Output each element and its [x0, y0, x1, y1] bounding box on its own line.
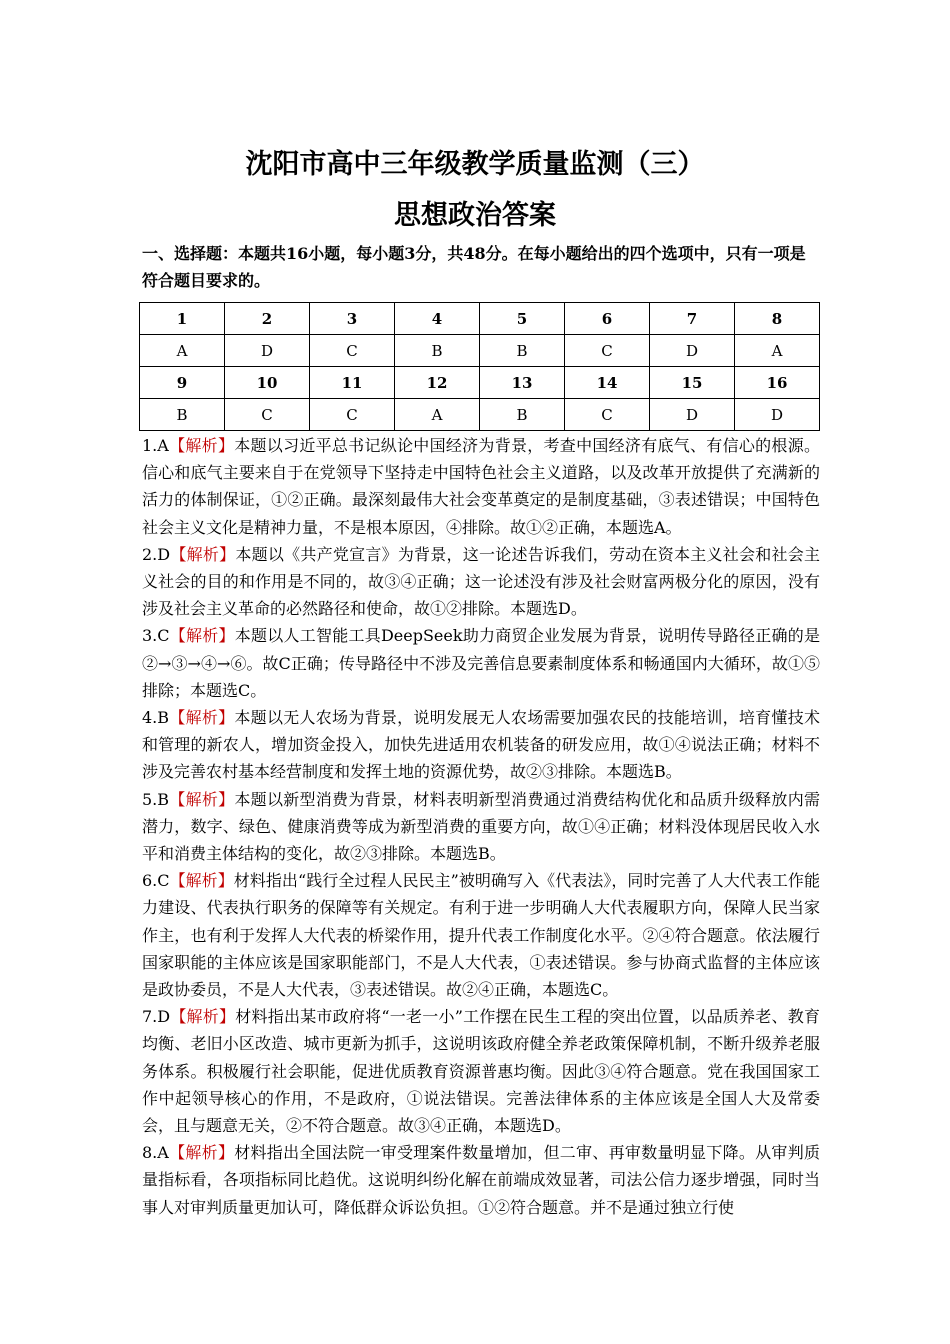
analysis-tag: 【解析】 — [169, 789, 235, 809]
answer-table — [139, 302, 820, 431]
analysis-tag: 【解析】 — [169, 708, 235, 728]
question-number-cell: 8 — [735, 303, 820, 335]
question-number-cell: 5 — [480, 303, 565, 335]
question-number-cell: 11 — [310, 367, 395, 399]
section-intro: 一、选择题：本题共16小题，每小题3分，共48分。在每小题给出的四个选项中，只有一项是符合题目要求的。 — [142, 244, 806, 290]
explanation-text: 本题以无人农场为背景，说明发展无人农场需要加强农民的技能培训，培育懂技术和管理的新农人，增加资金投入，加快先进适用农机装备的研发应用，故①④说法正确；材料不涉及完善农村基本经营制度和发挥土地的资源优势，故②③排除。本题选B。 — [142, 708, 820, 782]
question-number-cell: 15 — [650, 367, 735, 399]
answer-cell: D — [225, 335, 310, 367]
explanation-item — [142, 786, 820, 868]
document-title: 沈阳市高中三年级教学质量监测（三） — [245, 149, 705, 180]
question-number-cell: 13 — [480, 367, 565, 399]
explanation-item — [142, 622, 820, 704]
answer-cell: A — [735, 335, 820, 367]
answer-cell: B — [480, 335, 565, 367]
explanation-prefix: 6.C — [142, 871, 170, 891]
question-number-cell: 7 — [650, 303, 735, 335]
answer-cell: A — [140, 335, 225, 367]
question-number-cell: 10 — [225, 367, 310, 399]
answer-cell: A — [395, 399, 480, 431]
explanation-text: 本题以新型消费为背景，材料表明新型消费通过消费结构优化和品质升级释放内需潜力，数字、绿色、健康消费等成为新型消费的重要方向，故①④正确；材料没体现居民收入水平和消费主体结构的变化，故②③排除。本题选B。 — [142, 789, 820, 864]
answer-cell: D — [735, 399, 820, 431]
document-subtitle: 思想政治答案 — [394, 200, 556, 231]
analysis-tag: 【解析】 — [170, 1007, 236, 1027]
answer-cell: D — [650, 399, 735, 431]
answer-cell: B — [395, 335, 480, 367]
question-number-cell: 14 — [565, 367, 650, 399]
analysis-tag: 【解析】 — [170, 544, 236, 564]
question-number-cell: 3 — [310, 303, 395, 335]
explanation-item — [142, 1003, 820, 1139]
answer-table-answer-row — [140, 399, 820, 431]
question-number-cell: 1 — [140, 303, 225, 335]
explanation-item — [142, 867, 820, 1003]
explanation-text: 材料指出某市政府将“一老一小”工作摆在民生工程的突出位置，以品质养老、教育均衡、老旧小区改造、城市更新为抓手，这说明该政府健全养老政策保障机制，不断升级养老服务体系。积极履行社会职能，促进优质教育资源普惠均衡。因此③④符合题意。党在我国国家工作中起领导核心的作用，不是政府，①说法错误。完善法律体系的主体应该是全国人大及常委会，且与题意无关，②不符合题意。故③④正确，本题选D。 — [142, 1007, 820, 1136]
explanations-list — [142, 432, 820, 1221]
question-number-cell: 9 — [140, 367, 225, 399]
question-number-cell: 12 — [395, 367, 480, 399]
answer-table-number-row — [140, 303, 820, 335]
analysis-tag: 【解析】 — [168, 436, 235, 455]
question-number-cell: 4 — [395, 303, 480, 335]
analysis-tag: 【解析】 — [168, 1143, 235, 1163]
answer-cell: C — [310, 335, 395, 367]
question-number-cell: 16 — [735, 367, 820, 399]
analysis-tag: 【解析】 — [169, 626, 235, 646]
explanation-item — [142, 541, 820, 623]
explanation-prefix: 8.A — [142, 1143, 169, 1163]
explanation-prefix: 2.D — [142, 544, 171, 564]
answer-table-number-row — [140, 367, 820, 399]
answer-cell: B — [480, 399, 565, 431]
explanation-text: 材料指出“践行全过程人民民主”被明确写入《代表法》，同时完善了人大代表工作能力建设、代表执行职务的保障等有关规定。有利于进一步明确人大代表履职方向，保障人民当家作主，也有利于发挥人大代表的桥梁作用，提升代表工作制度化水平。②④符合题意。依法履行国家职能的主体应该是国家职能部门，不是人大代表，①表述错误。参与协商式监督的主体应该是政协委员，不是人大代表，③表述错误。故②④正确，本题选C。 — [142, 871, 820, 1000]
explanation-text: 本题以人工智能工具DeepSeek助力商贸企业发展为背景，说明传导路径正确的是②→③→④→⑥。故C正确；传导路径中不涉及完善信息要素制度体系和畅通国内大循环，故①⑤排除；本题选C。 — [142, 626, 820, 700]
explanation-prefix: 4.B — [142, 708, 170, 728]
explanation-prefix: 1.A — [142, 436, 169, 455]
question-number-cell: 6 — [565, 303, 650, 335]
explanation-text: 本题以习近平总书记纵论中国经济为背景，考查中国经济有底气、有信心的根源。信心和底气主要来自于在党领导下坚持走中国特色社会主义道路，以及改革开放提供了充满新的活力的体制保证，①②正确。最深刻最伟大社会变革奠定的是制度基础，③表述错误；中国特色社会主义文化是精神力量，不是根本原因，④排除。故①②正确，本题选A。 — [142, 436, 820, 537]
answer-table-answer-row — [140, 335, 820, 367]
explanation-text: 本题以《共产党宣言》为背景，这一论述告诉我们，劳动在资本主义社会和社会主义社会的目的和作用是不同的，故③④正确；这一论述没有涉及社会财富两极分化的原因，没有涉及社会主义革命的必然路径和使命，故①②排除。本题选D。 — [142, 544, 820, 619]
answer-cell: C — [565, 399, 650, 431]
question-number-cell: 2 — [225, 303, 310, 335]
analysis-tag: 【解析】 — [169, 871, 234, 891]
explanation-prefix: 5.B — [142, 789, 170, 809]
answer-cell: C — [565, 335, 650, 367]
explanation-item — [142, 1139, 820, 1221]
explanation-prefix: 7.D — [142, 1007, 171, 1027]
explanation-item — [142, 704, 820, 786]
explanation-text: 材料指出全国法院一审受理案件数量增加，但二审、再审数量明显下降。从审判质量指标看，各项指标同比趋优。这说明纠纷化解在前端成效显著，司法公信力逐步增强，同时当事人对审判质量更加认可，降低群众诉讼负担。①②符合题意。并不是通过独立行使 — [142, 1143, 820, 1217]
answer-cell: C — [310, 399, 395, 431]
explanation-item — [142, 432, 820, 541]
answer-cell: C — [225, 399, 310, 431]
answer-cell: D — [650, 335, 735, 367]
answer-cell: B — [140, 399, 225, 431]
explanation-prefix: 3.C — [142, 626, 170, 646]
